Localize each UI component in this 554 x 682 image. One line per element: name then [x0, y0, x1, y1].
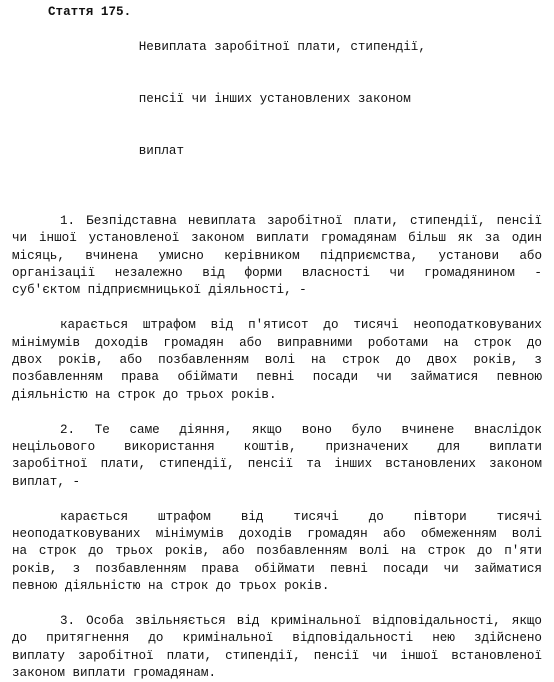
text-line: двох років, або позбавленням волі на строк до двох років, з	[12, 352, 542, 367]
article-title-line: пенсії чи інших установлених законом	[138, 92, 411, 107]
text-line: 2. Те саме діяння, якщо воно було вчинене внаслідок	[60, 422, 542, 437]
article-heading	[12, 4, 542, 195]
text-line: років, з позбавленням права обіймати певні посади чи займатися	[12, 561, 542, 576]
paragraph-3	[12, 422, 542, 492]
article-title-line: Невиплата заробітної плати, стипендії,	[138, 39, 426, 54]
text-line: карається штрафом від п'ятисот до тисячі неоподатковуваних	[60, 318, 542, 333]
text-line: діяльністю на строк до трьох років.	[12, 387, 277, 402]
paragraph-1	[12, 213, 542, 300]
text-line: організації незалежно від форми власності чи громадянином -	[12, 266, 542, 281]
text-line: виплату заробітної плати, стипендії, пенсії чи іншої встановленої	[12, 648, 542, 663]
text-line: нецільового використання коштів, призначених для виплати	[12, 439, 542, 454]
article-title-line: виплат	[138, 144, 185, 159]
text-line: місяць, вчинена умисно керівником підприємства, установи або	[12, 248, 542, 263]
text-line: на строк до трьох років, або позбавленням волі на строк до п'яти	[12, 544, 542, 559]
document	[12, 0, 542, 682]
text-line: 3. Особа звільняється від кримінальної відповідальності, якщо	[60, 613, 542, 628]
paragraph-4	[12, 509, 542, 596]
text-line: позбавленням права обіймати певні посади чи займатися певною	[12, 370, 542, 385]
article-title	[139, 4, 426, 195]
text-line: виплат, -	[12, 474, 81, 489]
text-line: законом виплати громадянам.	[12, 666, 217, 681]
heading-gap	[131, 4, 139, 195]
text-line: мінімумів доходів громадян або виправними роботами на строк до	[12, 335, 542, 350]
paragraph-5	[12, 613, 542, 682]
article-label: Стаття 175.	[48, 5, 132, 19]
text-line: неоподатковуваних мінімумів доходів громадян або обмеженням волі	[12, 526, 542, 541]
text-line: суб'єктом підприємницької діяльності, -	[12, 283, 307, 298]
text-line: чи іншої установленої законом виплати громадянам більш як за один	[12, 231, 542, 246]
paragraph-2	[12, 317, 542, 404]
text-line: 1. Безпідставна невиплата заробітної плати, стипендії, пенсії	[60, 213, 542, 228]
text-line: певною діяльністю на строк до трьох років.	[12, 579, 330, 594]
text-line: до притягнення до кримінальної відповідальності нею здійснено	[12, 631, 542, 646]
text-line: карається штрафом від тисячі до півтори тисячі	[60, 509, 542, 524]
text-line: заробітної плати, стипендії, пенсії та інших встановлених законом	[12, 457, 542, 472]
